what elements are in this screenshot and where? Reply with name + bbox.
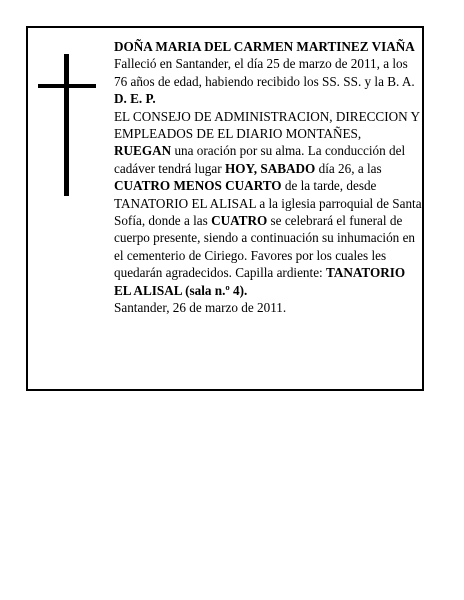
funeral-text-1: una oración por su alma. La conducción del cadáver tendrá lugar [114, 143, 406, 176]
tanatorio-text: TANATORIO EL ALISAL (sala n.º 4). [114, 265, 406, 298]
funeral-text-2: día 26, a las [315, 160, 382, 176]
family-line: EL CONSEJO DE ADMINISTRACION, DIRECCION Y EMPLEADOS DE EL DIARIO MONTAÑES, [114, 108, 420, 142]
cross-icon-bar [38, 84, 96, 88]
dep-line: D. E. P. [114, 91, 156, 107]
hoy-sabado-text: HOY, SABADO [224, 160, 316, 176]
funeral-details [114, 142, 422, 299]
cross-icon [64, 54, 69, 196]
obituary-text [114, 38, 422, 317]
funeral-text-4: se celebrará el funeral de cuerpo presente, siendo a continuación su inhumación en el cementerio de Ciriego. Favores por los cuales les quedarán agradecidos. Capilla ardiente: [114, 213, 416, 281]
death-details: Falleció en Santander, el día 25 de marzo de 2011, a los 76 años de edad, habiendo recibido los SS. SS. y la B. A. [114, 56, 415, 89]
funeral-text-3: de la tarde, desde TANATORIO EL ALISAL a la iglesia parroquial de Santa Sofía, donde a las [114, 178, 422, 229]
cuatro-text: CUATRO [211, 213, 268, 229]
cuatro-menos-cuarto-text: CUATRO MENOS CUARTO [114, 178, 282, 194]
ruegan-text: RUEGAN [114, 143, 172, 159]
deceased-name: DOÑA MARIA DEL CARMEN MARTINEZ VIAÑA [114, 39, 415, 54]
place-date: Santander, 26 de marzo de 2011. [114, 300, 287, 316]
